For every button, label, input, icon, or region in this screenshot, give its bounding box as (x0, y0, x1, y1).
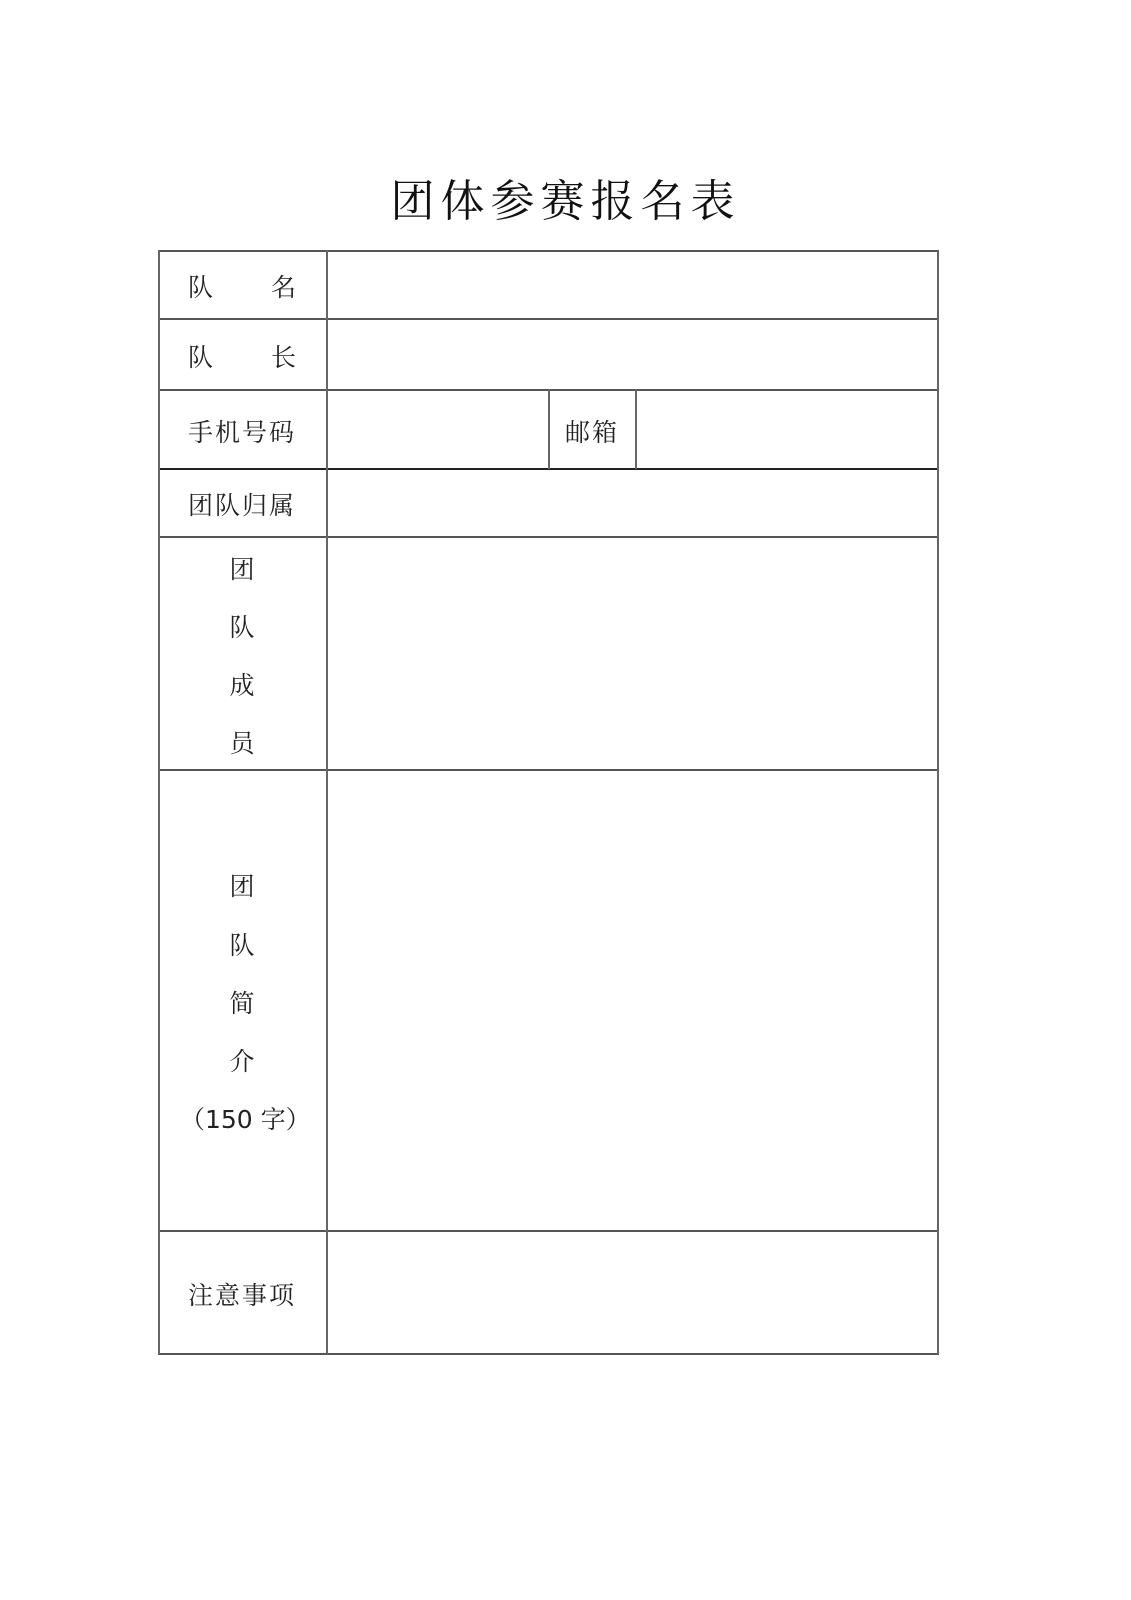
form-title: 团体参赛报名表 (390, 176, 741, 227)
intro-label-char: 介 (229, 1047, 255, 1076)
email-field[interactable] (637, 391, 936, 467)
intro-length-note: （150 字） (180, 1105, 311, 1134)
team-name-label-char2: 名 (271, 273, 297, 302)
intro-field[interactable] (328, 771, 936, 1229)
table-border-bottom (158, 1353, 939, 1355)
phone-field[interactable] (328, 391, 547, 467)
intro-label-char: 队 (229, 931, 255, 960)
captain-label-char1: 队 (188, 343, 214, 372)
members-label-char: 成 (229, 671, 255, 700)
notes-label: 注意事项 (188, 1281, 297, 1310)
members-label-char: 队 (229, 613, 255, 642)
intro-label-char: 简 (229, 989, 255, 1018)
captain-label-char2: 长 (271, 343, 297, 372)
notes-field[interactable] (328, 1232, 936, 1352)
email-label: 邮箱 (565, 418, 620, 447)
members-label-char: 员 (229, 729, 255, 758)
table-border-right (937, 250, 939, 1354)
table-border-left (158, 250, 160, 1354)
members-label-char: 团 (229, 555, 255, 584)
intro-label-char: 团 (229, 872, 255, 901)
team-name-label-char1: 队 (188, 273, 214, 302)
phone-label: 手机号码 (188, 418, 297, 447)
column-divider (548, 389, 550, 469)
team-name-field[interactable] (328, 252, 936, 317)
affiliation-label: 团队归属 (188, 491, 297, 520)
affiliation-field[interactable] (328, 470, 936, 535)
captain-field[interactable] (328, 320, 936, 388)
members-field[interactable] (328, 538, 936, 768)
